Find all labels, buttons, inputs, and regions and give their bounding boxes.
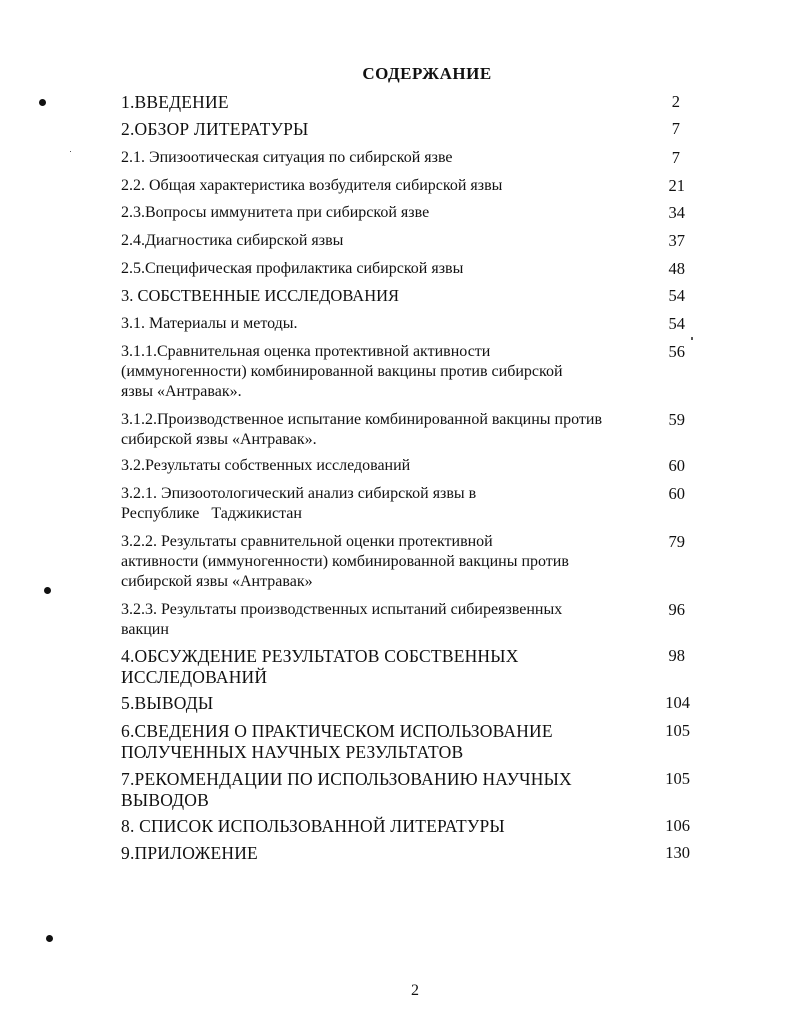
toc-entry-page: 48 — [668, 259, 685, 278]
toc-entry-page: 37 — [668, 231, 685, 250]
toc-entry-page: 2 — [671, 92, 680, 111]
toc-entry-page: 98 — [668, 646, 685, 665]
toc-entry-text: 2.5.Специфическая профилактика сибирской язвы — [121, 260, 464, 277]
page-title: СОДЕРЖАНИЕ — [362, 64, 492, 83]
toc-entry-text: 9.ПРИЛОЖЕНИЕ — [121, 843, 258, 863]
toc-entry-text: 3.1.1.Сравнительная оценка протективной активности (иммуногенности) комбинированной вакцины против сибирской язвы «Антравак». — [121, 343, 563, 400]
toc-entry-page: 96 — [668, 600, 685, 619]
toc-entry-page: 60 — [668, 484, 685, 503]
toc-entry-page: 105 — [665, 769, 690, 788]
toc-entry-page: 130 — [665, 843, 690, 862]
toc-entry-page: 104 — [665, 693, 690, 712]
toc-entry-page: 79 — [668, 532, 685, 551]
toc-entry-page: 59 — [668, 410, 685, 429]
toc-entry-text: 2.4.Диагностика сибирской язвы — [121, 232, 344, 249]
toc-entry-page: 56 — [668, 342, 685, 361]
toc-entry-page: 7 — [671, 148, 680, 167]
toc-entry-text: 2.1. Эпизоотическая ситуация по сибирской язве — [121, 149, 453, 166]
toc-entry-page: 34 — [668, 203, 685, 222]
toc-entry-page: 54 — [668, 286, 685, 305]
toc-entry-text: 1.ВВЕДЕНИЕ — [121, 92, 229, 112]
toc-entry-text: 3.1.2.Производственное испытание комбинированной вакцины против сибирской язвы «Антравак». — [121, 411, 602, 448]
toc-entry-text: 6.СВЕДЕНИЯ О ПРАКТИЧЕСКОМ ИСПОЛЬЗОВАНИЕ ПОЛУЧЕННЫХ НАУЧНЫХ РЕЗУЛЬТАТОВ — [121, 721, 553, 762]
toc-entry-text: 5.ВЫВОДЫ — [121, 693, 214, 713]
toc-entry-page: 7 — [671, 119, 680, 138]
toc-entry-page: 60 — [668, 456, 685, 475]
toc-entry-text: 3. СОБСТВЕННЫЕ ИССЛЕДОВАНИЯ — [121, 286, 400, 305]
toc-entry-text: 2.ОБЗОР ЛИТЕРАТУРЫ — [121, 119, 309, 139]
toc-entry-text: 8. СПИСОК ИСПОЛЬЗОВАННОЙ ЛИТЕРАТУРЫ — [121, 816, 505, 836]
toc-entry-text: 3.2.1. Эпизоотологический анализ сибирской язвы в Республике Таджикистан — [121, 485, 481, 522]
toc-entry-text: 3.2.3. Результаты производственных испытаний сибиреязвенных вакцин — [121, 601, 563, 638]
toc-entry-text: 7.РЕКОМЕНДАЦИИ ПО ИСПОЛЬЗОВАНИЮ НАУЧНЫХ ВЫВОДОВ — [121, 769, 572, 810]
toc-entry-text: 2.3.Вопросы иммунитета при сибирской язве — [121, 204, 430, 221]
toc-entry-page: 54 — [668, 314, 685, 333]
toc-entry-text: 4.ОБСУЖДЕНИЕ РЕЗУЛЬТАТОВ СОБСТВЕННЫХ ИССЛЕДОВАНИЙ — [121, 646, 519, 687]
toc-entry-text: 3.2.2. Результаты сравнительной оценки протективной активности (иммуногенности) комбинированной вакцины против сибирской язвы «Антравак» — [121, 533, 569, 590]
toc-entry-text: 2.2. Общая характеристика возбудителя сибирской язвы — [121, 177, 503, 194]
page-number: 2 — [411, 982, 419, 999]
toc-entry-page: 106 — [665, 816, 690, 835]
toc-entry-page: 105 — [665, 721, 690, 740]
toc-entry-text: 3.2.Результаты собственных исследований — [121, 457, 411, 474]
toc-entry-text: 3.1. Материалы и методы. — [121, 315, 298, 332]
toc-entry-page: 21 — [668, 176, 685, 195]
